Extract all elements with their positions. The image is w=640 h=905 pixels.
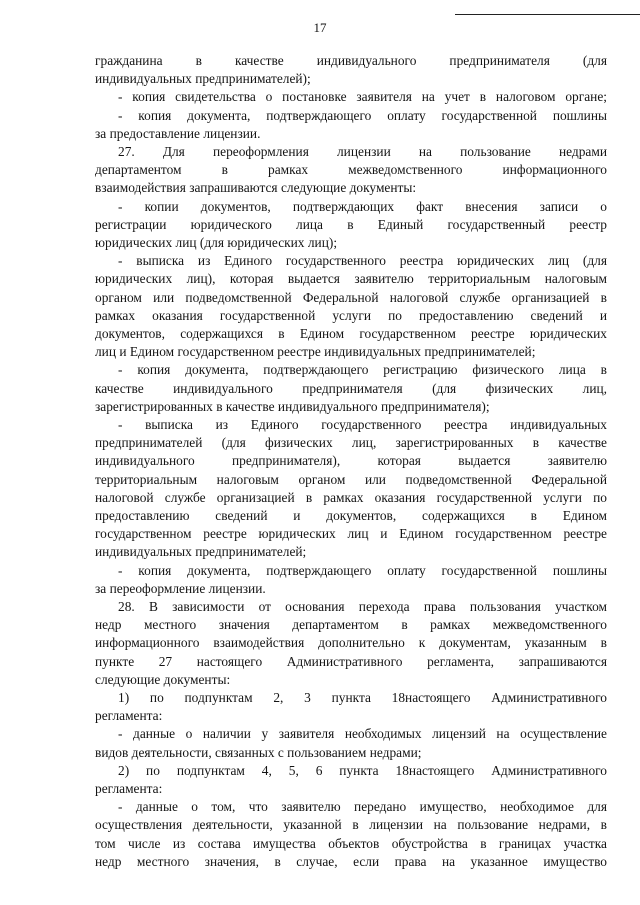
text-line: видов деятельности, связанных с пользованием недрами; [95, 744, 422, 760]
text-line: - копия документа, подтверждающего оплату государственной пошлины [118, 107, 607, 123]
text-line: пункте 27 настоящего Административного регламента, запрашиваются [95, 653, 607, 669]
text-line: департаментом в рамках межведомственного информационного [95, 162, 607, 178]
text-line: 28. В зависимости от основания перехода права пользования участком [118, 599, 607, 614]
text-line: - копия документа, подтверждающего оплату государственной пошлины [118, 562, 607, 578]
text-line: регламента: [95, 708, 163, 724]
text-line: зарегистрированных в качестве индивидуального предпринимателя); [95, 398, 490, 414]
text-line: осуществления деятельности, указанной в лицензии на пользование недрами, в [95, 817, 607, 833]
text-line: 2) по подпунктам 4, 5, 6 пункта 18настоящего Административного [118, 762, 607, 778]
text-line: - копии документов, подтверждающих факт внесения записи о [118, 198, 607, 214]
text-line: информационного взаимодействия дополнительно к документам, указанным в [95, 635, 607, 651]
text-line: юридических лиц (для юридических лиц); [95, 235, 338, 250]
text-line: следующие документы: [95, 671, 231, 687]
text-line: - копия документа, подтверждающего регистрацию физического лица в [118, 362, 607, 378]
text-line: - данные о наличии у заявителя необходимых лицензий на осуществление [118, 726, 607, 742]
text-line: государственном реестре юридических лиц и Едином государственном реестре [95, 526, 607, 542]
text-line: - выписка из Единого государственного реестра индивидуальных [118, 417, 607, 432]
page-number: 17 [313, 20, 327, 35]
text-line: гражданина в качестве индивидуального предпринимателя (для [95, 53, 607, 68]
text-line: - копия свидетельства о постановке заявителя на учет в налоговом органе; [118, 89, 607, 105]
text-line: лиц и Едином государственном реестре индивидуальных предпринимателей; [95, 344, 536, 360]
text-line: недр местного значения, в случае, если права на указанное имущество [95, 853, 607, 869]
text-line: юридических лиц), которая выдается заявителю территориальным налоговым [95, 271, 607, 287]
text-line: индивидуальных предпринимателей; [95, 544, 307, 560]
text-line: органом или подведомственной Федеральной налоговой службе организацией в [95, 289, 607, 305]
text-line: предоставлению сведений и документов, содержащихся в Едином [95, 508, 607, 523]
text-line: индивидуальных предпринимателей); [95, 71, 311, 87]
text-line: - данные о том, что заявителю передано имущество, необходимое для [118, 799, 607, 815]
text-line: регистрации юридического лица в Единый государственный реестр [95, 216, 607, 232]
text-line: взаимодействия запрашиваются следующие документы: [95, 180, 417, 196]
text-line: качестве индивидуального предпринимателя (для физических лиц, [95, 380, 607, 396]
text-line: налоговой службе организацией в рамках оказания государственной услуги по [95, 489, 607, 505]
text-line: 1) по подпунктам 2, 3 пункта 18настоящего Административного [118, 690, 607, 705]
text-line: предпринимателей (для физических лиц, зарегистрированных в качестве [95, 435, 607, 451]
text-line: 27. Для переоформления лицензии на пользование недрами [118, 144, 607, 159]
text-line: за переоформление лицензии. [95, 580, 266, 596]
text-line: регламента: [95, 781, 163, 796]
text-line: документов, содержащихся в Едином государственном реестре юридических [95, 326, 607, 341]
text-line: территориальным налоговым органом или подведомственной Федеральной [95, 471, 607, 487]
text-line: индивидуального предпринимателя), которая выдается заявителю [95, 453, 607, 469]
text-line: - выписка из Единого государственного реестра юридических лиц (для [118, 253, 607, 269]
text-line: за предоставление лицензии. [95, 125, 261, 141]
text-line: недр местного значения департаментом в рамках межведомственного [95, 617, 607, 633]
text-line: том числе из состава имущества объектов обустройства в границах участка [95, 835, 607, 851]
text-line: рамках оказания государственной услуги по предоставлению сведений и [95, 307, 607, 323]
